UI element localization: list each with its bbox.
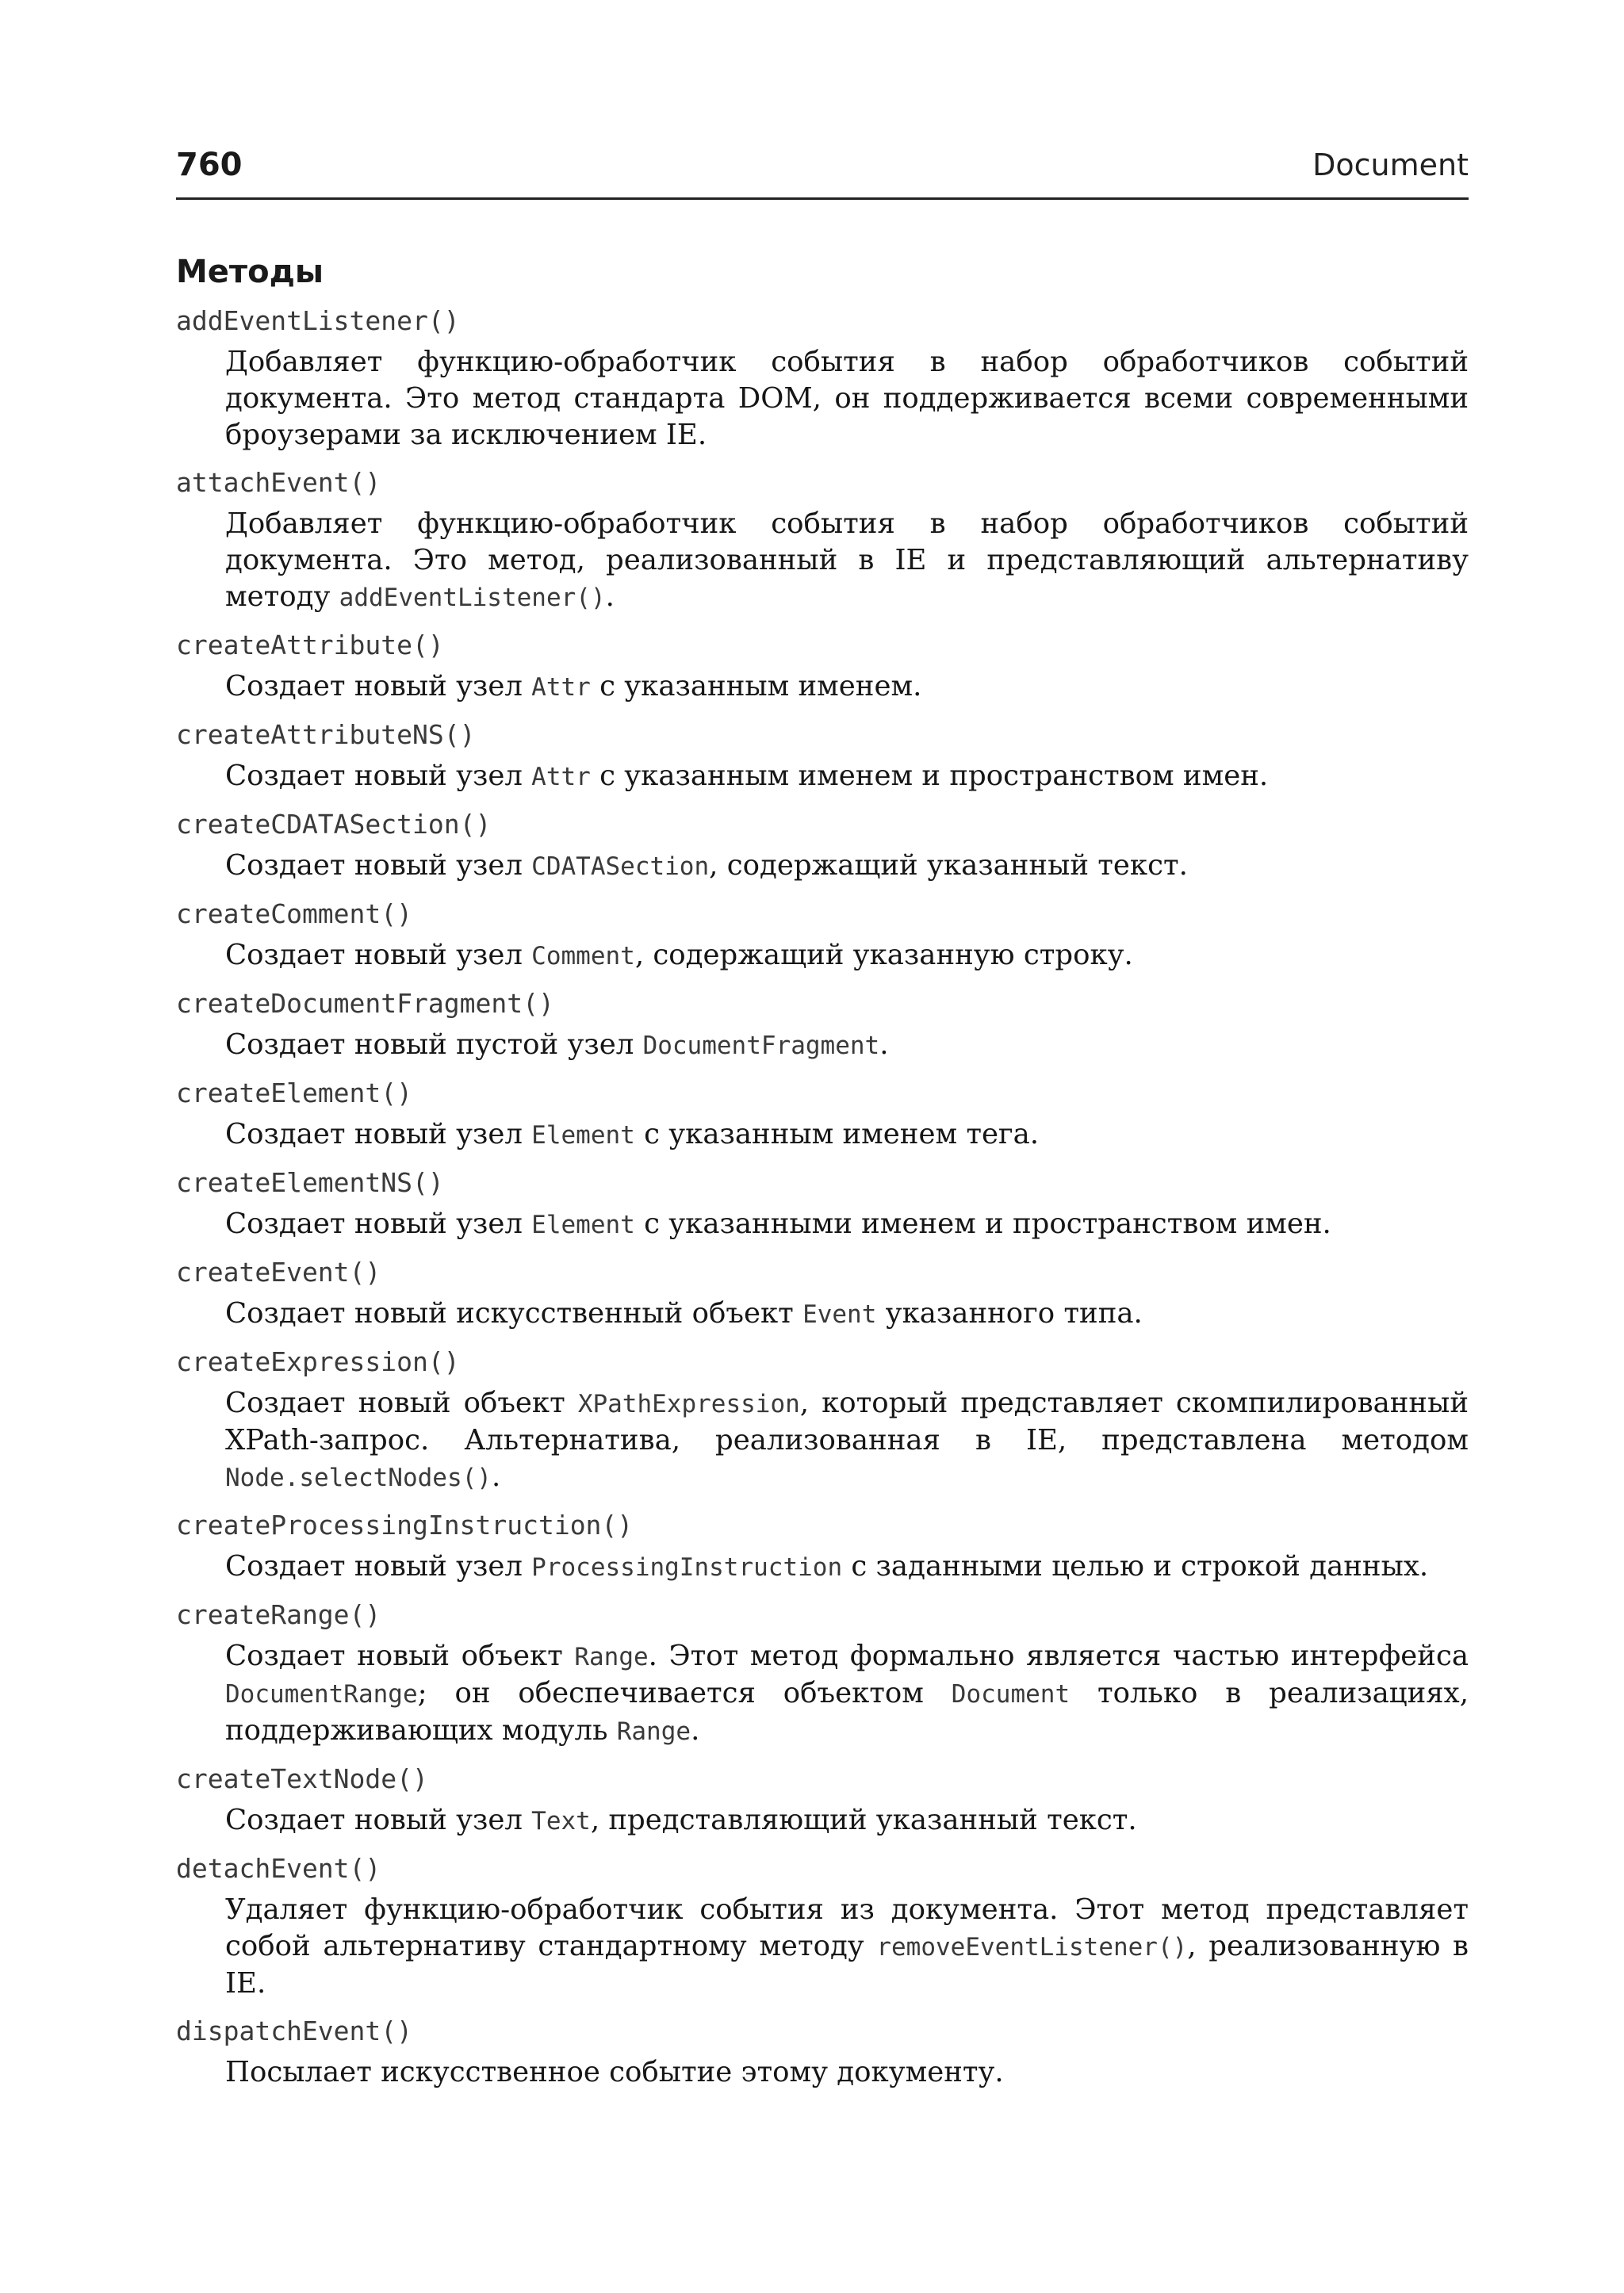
description-text: , реализованную в IE. <box>225 1930 1469 2000</box>
description-text: Посылает искусственное событие этому документу. <box>225 2056 1004 2088</box>
inline-code: Element <box>531 1121 635 1150</box>
description-text: . <box>691 1714 700 1747</box>
description-text: . <box>605 580 615 613</box>
method-description <box>225 2054 1469 2091</box>
method-entry <box>176 1594 1469 1750</box>
description-text: Создает новый узел <box>225 670 532 702</box>
method-entry <box>176 714 1469 795</box>
description-text: с указанным именем. <box>590 670 922 702</box>
inline-code: Text <box>531 1807 591 1836</box>
method-entry <box>176 893 1469 974</box>
description-text: , представляющий указанный текст. <box>590 1804 1137 1836</box>
method-entry <box>176 1251 1469 1333</box>
description-text: Создает новый пустой узел <box>225 1028 643 1061</box>
inline-code: XPathExpression <box>577 1390 800 1418</box>
description-text: Создает новый искусственный объект <box>225 1297 803 1330</box>
method-name: createAttributeNS() <box>176 719 476 750</box>
description-text: Создает новый узел <box>225 939 532 971</box>
description-text: с указанным именем и пространством имен. <box>590 760 1269 792</box>
method-description <box>225 1296 1469 1333</box>
method-entry <box>176 803 1469 885</box>
method-description <box>225 344 1469 454</box>
method-entry <box>176 1758 1469 1839</box>
description-text: Создает новый узел <box>225 1804 532 1836</box>
method-description <box>225 1892 1469 2002</box>
method-entry <box>176 1847 1469 2002</box>
inline-code: DocumentFragment <box>642 1032 880 1060</box>
method-description <box>225 506 1469 616</box>
section-title: Методы <box>176 254 324 290</box>
method-name: createComment() <box>176 898 413 929</box>
description-text: Создает новый узел <box>225 1208 532 1240</box>
header-rule <box>176 197 1469 200</box>
method-name: createAttribute() <box>176 630 444 660</box>
method-description <box>225 937 1469 974</box>
description-text: только в реализациях, поддерживающих модуль <box>225 1677 1469 1747</box>
inline-code: Document <box>951 1680 1071 1709</box>
inline-code: DocumentRange <box>225 1680 418 1709</box>
description-text: Удаляет функцию-обработчик события из документа. Этот метод представляет собой альтернативу стандартному методу <box>225 1893 1469 1962</box>
method-entry <box>176 300 1469 454</box>
description-text: с указанными именем и пространством имен. <box>634 1208 1331 1240</box>
description-text: Добавляет функцию-обработчик события в набор обработчиков событий документа. Это метод, реализованный в IE и представляющий альтернативу методу <box>225 507 1469 613</box>
description-text: с заданными целью и строкой данных. <box>842 1550 1429 1583</box>
description-text: , содержащий указанный текст. <box>709 849 1188 882</box>
description-text: Создает новый объект <box>225 1640 575 1672</box>
inline-code: CDATASection <box>531 852 710 881</box>
method-name: createElement() <box>176 1078 413 1108</box>
inline-code: Element <box>531 1211 635 1239</box>
description-text: указанного типа. <box>876 1297 1143 1330</box>
running-title: Document <box>1312 147 1469 182</box>
description-text: с указанным именем тега. <box>634 1118 1040 1150</box>
method-name: createDocumentFragment() <box>176 988 554 1019</box>
inline-code: addEventListener() <box>339 584 606 612</box>
description-text: . Этот метод формально является частью интерфейса <box>648 1640 1469 1672</box>
inline-code: Attr <box>531 673 591 702</box>
inline-code: Node.selectNodes() <box>225 1464 492 1492</box>
method-name: detachEvent() <box>176 1853 381 1884</box>
method-description <box>225 1385 1469 1496</box>
method-name: attachEvent() <box>176 467 381 498</box>
description-text: Создает новый узел <box>225 1550 532 1583</box>
method-description <box>225 1548 1469 1586</box>
method-name: createElementNS() <box>176 1167 444 1198</box>
method-description <box>225 1638 1469 1750</box>
method-entry <box>176 624 1469 706</box>
page-number: 760 <box>176 147 243 183</box>
method-name: addEventListener() <box>176 305 460 336</box>
method-name: createEvent() <box>176 1257 381 1288</box>
description-text: . <box>879 1028 889 1061</box>
inline-code: Event <box>802 1300 877 1329</box>
method-entry <box>176 1504 1469 1586</box>
description-text: Создает новый узел <box>225 849 532 882</box>
method-description <box>225 1802 1469 1839</box>
method-entry <box>176 982 1469 1064</box>
description-text: , содержащий указанную строку. <box>634 939 1133 971</box>
method-name: createProcessingInstruction() <box>176 1510 634 1541</box>
inline-code: Comment <box>531 942 635 970</box>
description-text: Создает новый объект <box>225 1387 578 1419</box>
method-description <box>225 1027 1469 1064</box>
description-text: Создает новый узел <box>225 760 532 792</box>
method-name: createRange() <box>176 1599 381 1630</box>
method-name: createTextNode() <box>176 1763 428 1794</box>
method-entry <box>176 2010 1469 2091</box>
method-name: dispatchEvent() <box>176 2015 413 2046</box>
method-description <box>225 758 1469 795</box>
description-text: ; он обеспечивается объектом <box>417 1677 952 1709</box>
inline-code: Range <box>616 1717 691 1746</box>
method-description <box>225 1116 1469 1154</box>
method-entry <box>176 1162 1469 1243</box>
method-description <box>225 848 1469 885</box>
inline-code: Attr <box>531 763 591 791</box>
description-text: . <box>491 1460 501 1493</box>
method-entry <box>176 1072 1469 1154</box>
methods-list <box>176 300 1469 2099</box>
method-entry <box>176 461 1469 616</box>
method-name: createExpression() <box>176 1346 460 1377</box>
method-name: createCDATASection() <box>176 809 492 840</box>
inline-code: ProcessingInstruction <box>531 1553 843 1582</box>
description-text: Добавляет функцию-обработчик события в набор обработчиков событий документа. Это метод стандарта DOM, он поддерживается всеми современными броузерами за исключением IE. <box>225 346 1469 451</box>
method-entry <box>176 1341 1469 1496</box>
description-text: Создает новый узел <box>225 1118 532 1150</box>
description-text: , который представляет скомпилированный XPath-запрос. Альтернатива, реализованная в IE, представлена методом <box>225 1387 1469 1457</box>
method-description <box>225 1206 1469 1243</box>
inline-code: removeEventListener() <box>876 1933 1188 1962</box>
inline-code: Range <box>574 1643 649 1671</box>
method-description <box>225 668 1469 706</box>
